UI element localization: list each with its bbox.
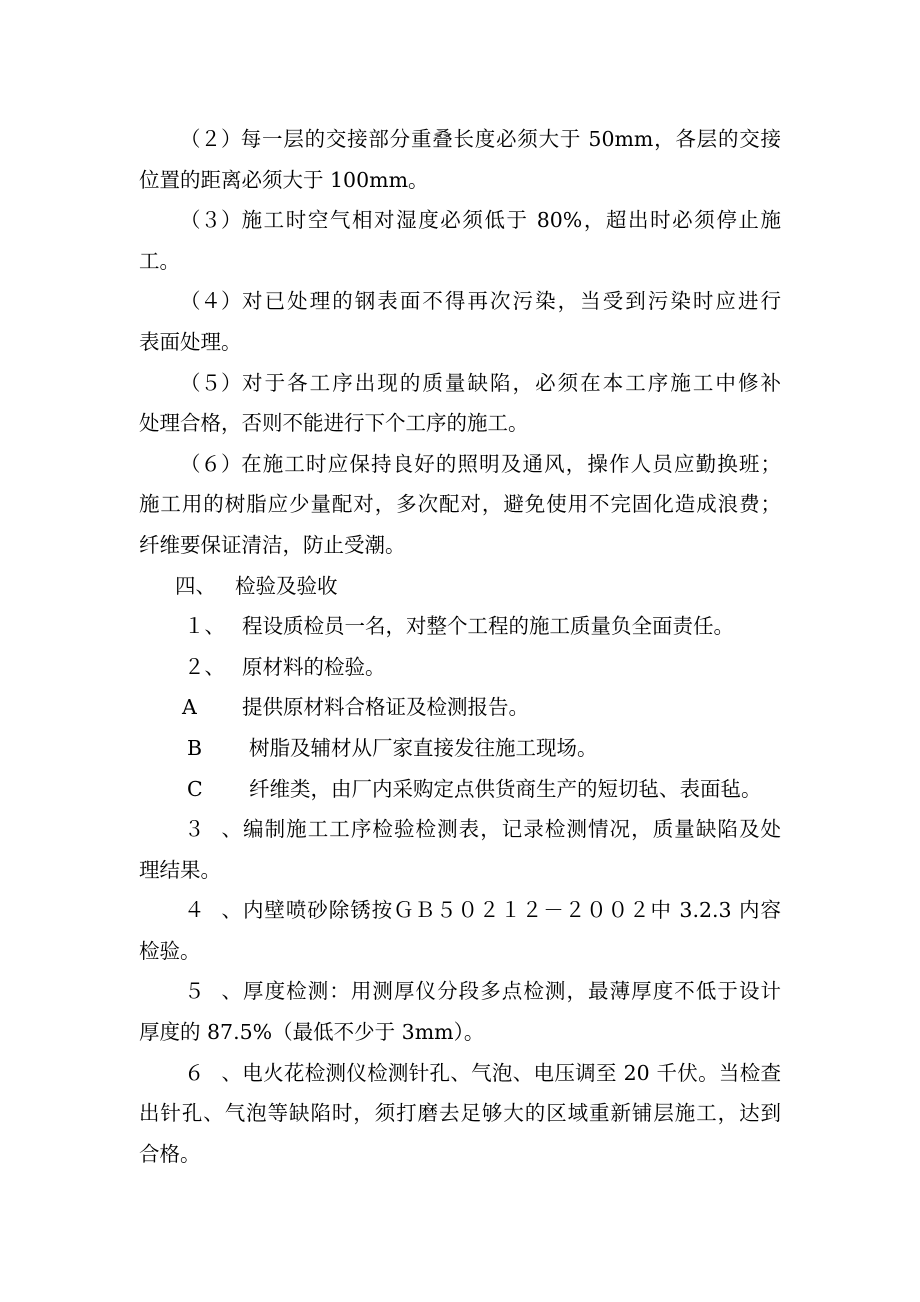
item-c-line-1 [139, 769, 781, 810]
paragraph-3-line-2: 工。 [139, 248, 180, 273]
item-3-line-1 [139, 809, 781, 850]
item-6-label: ６、 [184, 1060, 242, 1085]
section-4-label: 四、 [175, 573, 216, 598]
paragraph-6-label: （６） [180, 451, 242, 476]
item-c-label: C [187, 776, 203, 801]
item-4-label: ４、 [184, 898, 242, 923]
item-1-label: １、 [184, 614, 225, 639]
item-a-text: 提供原材料合格证及检测报告。 [242, 695, 529, 720]
paragraph-4-line-1 [139, 281, 781, 322]
item-5-text: 厚度检测：用测厚仪分段多点检测，最薄厚度不低于设计 [242, 979, 781, 1004]
paragraph-2-text: 每一层的交接部分重叠长度必须大于 50mm，各层的交接 [240, 127, 781, 151]
paragraph-4-label: （４） [180, 289, 242, 314]
section-4-title: 检验及验收 [235, 573, 338, 598]
item-3-label: ３、 [184, 817, 242, 842]
paragraph-3-line-1 [139, 200, 781, 241]
item-4-line-1 [139, 890, 781, 931]
item-3-line-2: 理结果。 [139, 857, 221, 882]
item-c-text: 纤维类，由厂内采购定点供货商生产的短切毡、表面毡。 [249, 776, 762, 801]
document-body [139, 119, 781, 1174]
item-5-label: ５、 [184, 979, 242, 1004]
paragraph-2-line-1 [139, 119, 781, 160]
item-4-line-2: 检验。 [139, 938, 201, 963]
item-4-text: 内壁喷砂除锈按ＧＢ５０２１２－２００２中 3.2.3 内容 [242, 898, 781, 923]
item-b-label: B [187, 735, 203, 760]
paragraph-6-line-3: 纤维要保证清洁，防止受潮。 [139, 532, 406, 557]
paragraph-5-line-2: 处理合格，否则不能进行下个工序的施工。 [139, 411, 529, 436]
paragraph-4-text: 对已处理的钢表面不得再次污染，当受到污染时应进行 [240, 289, 781, 314]
item-2-text: 原材料的检验。 [242, 654, 386, 679]
paragraph-5-label: （５） [180, 370, 242, 395]
item-2-label: ２、 [184, 654, 225, 679]
paragraph-3-label: （３） [180, 208, 242, 233]
item-6-text: 电火花检测仪检测针孔、气泡、电压调至 20 千伏。当检查 [242, 1060, 781, 1085]
item-6-line-3: 合格。 [139, 1141, 201, 1166]
paragraph-3-text: 施工时空气相对湿度必须低于 80%，超出时必须停止施 [240, 208, 781, 233]
paragraph-6-text: 在施工时应保持良好的照明及通风，操作人员应勤换班； [240, 451, 781, 476]
item-6-line-2: 出针孔、气泡等缺陷时，须打磨去足够大的区域重新铺层施工，达到 [139, 1101, 781, 1126]
item-5-line-2: 厚度的 87.5%（最低不少于 3mm）。 [139, 1020, 485, 1045]
paragraph-2-label: （２） [180, 127, 242, 151]
paragraph-6-line-2: 施工用的树脂应少量配对，多次配对，避免使用不完固化造成浪费； [139, 492, 781, 517]
item-a-line-1 [139, 687, 781, 728]
item-6-line-1 [139, 1053, 781, 1094]
item-b-text: 树脂及辅材从厂家直接发往施工现场。 [249, 735, 598, 760]
item-2-line-1 [139, 647, 781, 688]
item-b-line-1 [139, 728, 781, 769]
paragraph-6-line-1 [139, 444, 781, 485]
paragraph-4-line-2: 表面处理。 [139, 329, 242, 354]
item-1-line-1 [139, 606, 781, 647]
paragraph-5-text: 对于各工序出现的质量缺陷，必须在本工序施工中修补 [240, 370, 781, 395]
paragraph-2-line-2: 位置的距离必须大于 100mm。 [139, 167, 429, 192]
item-a-label: A [182, 695, 197, 720]
item-1-text: 程设质检员一名，对整个工程的施工质量负全面责任。 [242, 614, 734, 639]
paragraph-5-line-1 [139, 363, 781, 404]
item-3-text: 编制施工工序检验检测表，记录检测情况，质量缺陷及处 [242, 817, 781, 842]
section-4-heading [139, 566, 781, 607]
item-5-line-1 [139, 971, 781, 1012]
